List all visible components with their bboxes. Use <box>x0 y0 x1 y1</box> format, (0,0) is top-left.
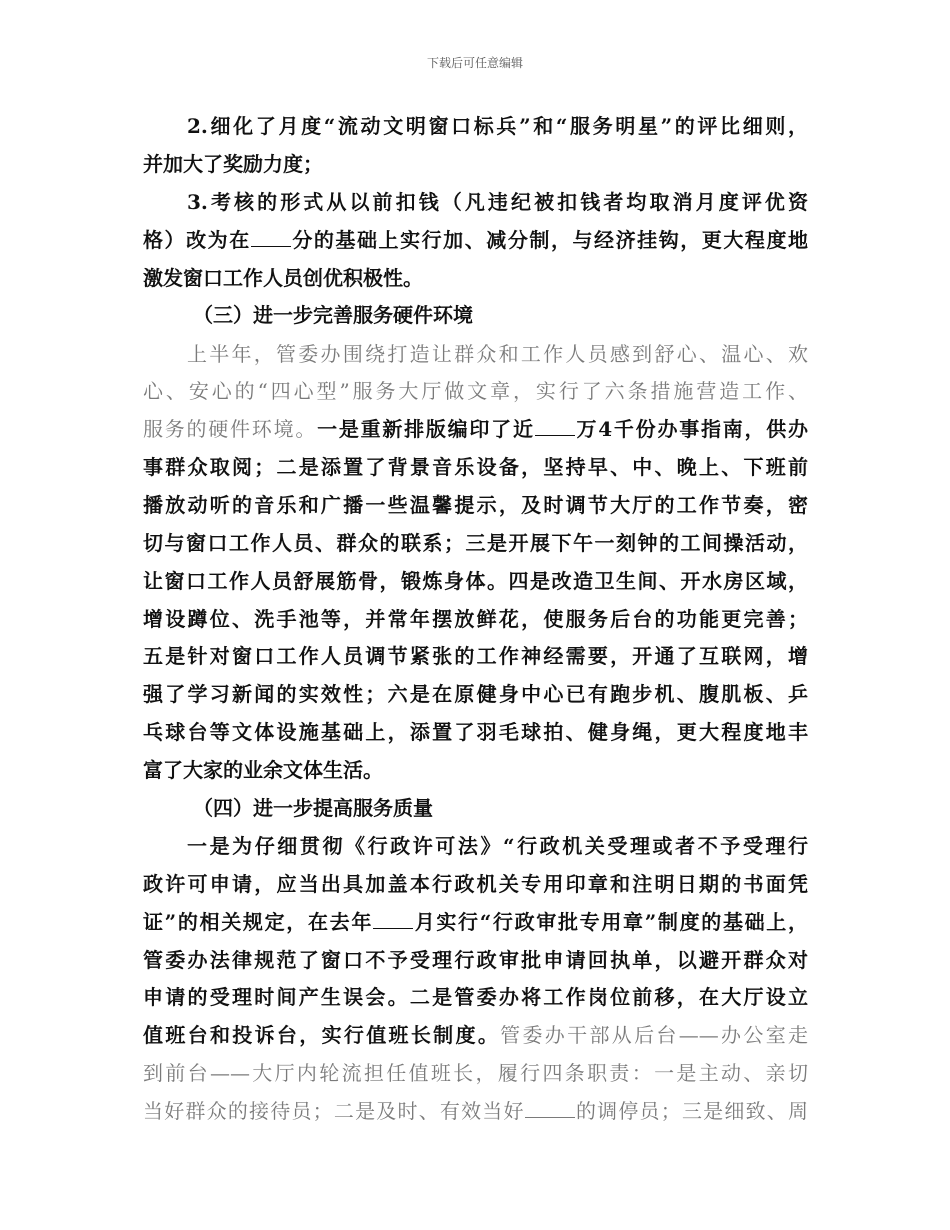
text-line <box>143 415 808 443</box>
text-line <box>143 1059 808 1087</box>
line-text: 月实行“行政审批专用章”制度的基础上， <box>413 910 808 934</box>
line-text: 格）改为在 <box>143 228 251 252</box>
line-text: 五是针对窗口工作人员调节紧张的工作神经需要，开通了互联网，增 <box>143 644 808 668</box>
line-text: 服务的硬件环境。 <box>143 417 318 441</box>
line-text: 增设蹲位、洗手池等，并常年摆放鲜花，使服务后台的功能更完善； <box>143 607 808 631</box>
text-line <box>143 718 808 746</box>
text-line <box>143 491 808 519</box>
text-line <box>143 605 808 633</box>
line-text: 2.细化了月度“流动文明窗口标兵”和“服务明星”的评比细则， <box>187 114 808 138</box>
line-text: 心、安心的“四心型”服务大厅做文章，实行了六条措施营造工作、 <box>143 379 808 403</box>
text-line <box>143 340 808 368</box>
line-text: 强了学习新闻的实效性；六是在原健身中心已有跑步机、腹肌板、乒 <box>143 682 808 706</box>
text-line <box>143 188 808 216</box>
text-line <box>143 832 808 860</box>
text-line <box>143 264 808 292</box>
line-text: 播放动听的音乐和广播一些温馨提示，及时调节大厅的工作节奏，密 <box>143 493 808 517</box>
line-text: （四）进一步提高服务质量 <box>193 796 433 820</box>
fill-blank <box>373 908 413 929</box>
line-text: 值班台和投诉台，实行值班长制度。 <box>143 1023 501 1047</box>
fill-blank <box>251 226 291 247</box>
line-text: 乓球台等文体设施基础上，添置了羽毛球拍、健身绳，更大程度地丰 <box>143 720 808 744</box>
line-text: 管委办干部从后台——办公室走 <box>500 1023 809 1047</box>
text-line <box>143 680 808 708</box>
line-text: 证”的相关规定，在去年 <box>143 910 374 934</box>
line-text: 3.考核的形式从以前扣钱（凡违纪被扣钱者均取消月度评优资 <box>187 190 808 214</box>
text-line <box>143 983 808 1011</box>
fill-blank <box>525 1097 575 1118</box>
line-text: （三）进一步完善服务硬件环境 <box>193 303 473 327</box>
line-text: 一是为仔细贯彻《行政许可法》“行政机关受理或者不予受理行 <box>187 834 808 858</box>
line-text: 上半年，管委办围绕打造让群众和工作人员感到舒心、温心、欢 <box>187 342 808 366</box>
text-line <box>143 226 808 254</box>
text-line <box>143 946 808 974</box>
line-text: 申请的受理时间产生误会。二是管委办将工作岗位前移，在大厅设立 <box>143 985 808 1009</box>
line-text: 政许可申请，应当出具加盖本行政机关专用印章和注明日期的书面凭 <box>143 872 808 896</box>
text-line <box>143 1021 808 1049</box>
text-line <box>143 112 808 140</box>
text-line <box>143 453 808 481</box>
text-line <box>143 377 808 405</box>
line-text: 并加大了奖励力度； <box>143 152 323 176</box>
text-line <box>143 908 808 936</box>
line-text: 切与窗口工作人员、群众的联系；三是开展下午一刻钟的工间操活动， <box>143 531 808 555</box>
section-heading <box>143 794 808 822</box>
line-text: 到前台——大厅内轮流担任值班长，履行四条职责：一是主动、亲切 <box>143 1061 808 1085</box>
text-line <box>143 150 808 178</box>
text-line <box>143 642 808 670</box>
text-line <box>143 1097 808 1125</box>
text-line <box>143 756 808 784</box>
line-text: 让窗口工作人员舒展筋骨，锻炼身体。四是改造卫生间、开水房区域， <box>143 569 808 593</box>
text-line <box>143 529 808 557</box>
line-text: 事群众取阅；二是添置了背景音乐设备，坚持早、中、晚上、下班前 <box>143 455 808 479</box>
line-text: 万4千份办事指南，供办 <box>574 417 809 441</box>
text-line <box>143 567 808 595</box>
fill-blank <box>535 415 575 436</box>
page-header: 下载后可任意编辑 <box>426 56 523 70</box>
line-text: 的调停员；三是细致、周 <box>574 1099 809 1123</box>
line-text: 分的基础上实行加、减分制，与经济挂钩，更大程度地 <box>290 228 809 252</box>
line-text: 管委办法律规范了窗口不予受理行政审批申请回执单，以避开群众对 <box>143 948 808 972</box>
line-text: 富了大家的业余文体生活。 <box>143 758 383 782</box>
line-text: 当好群众的接待员；二是及时、有效当好 <box>143 1099 525 1123</box>
text-line <box>143 870 808 898</box>
line-text: 一是重新排版编印了近 <box>317 417 535 441</box>
line-text: 激发窗口工作人员创优积极性。 <box>143 266 423 290</box>
section-heading <box>143 301 808 329</box>
